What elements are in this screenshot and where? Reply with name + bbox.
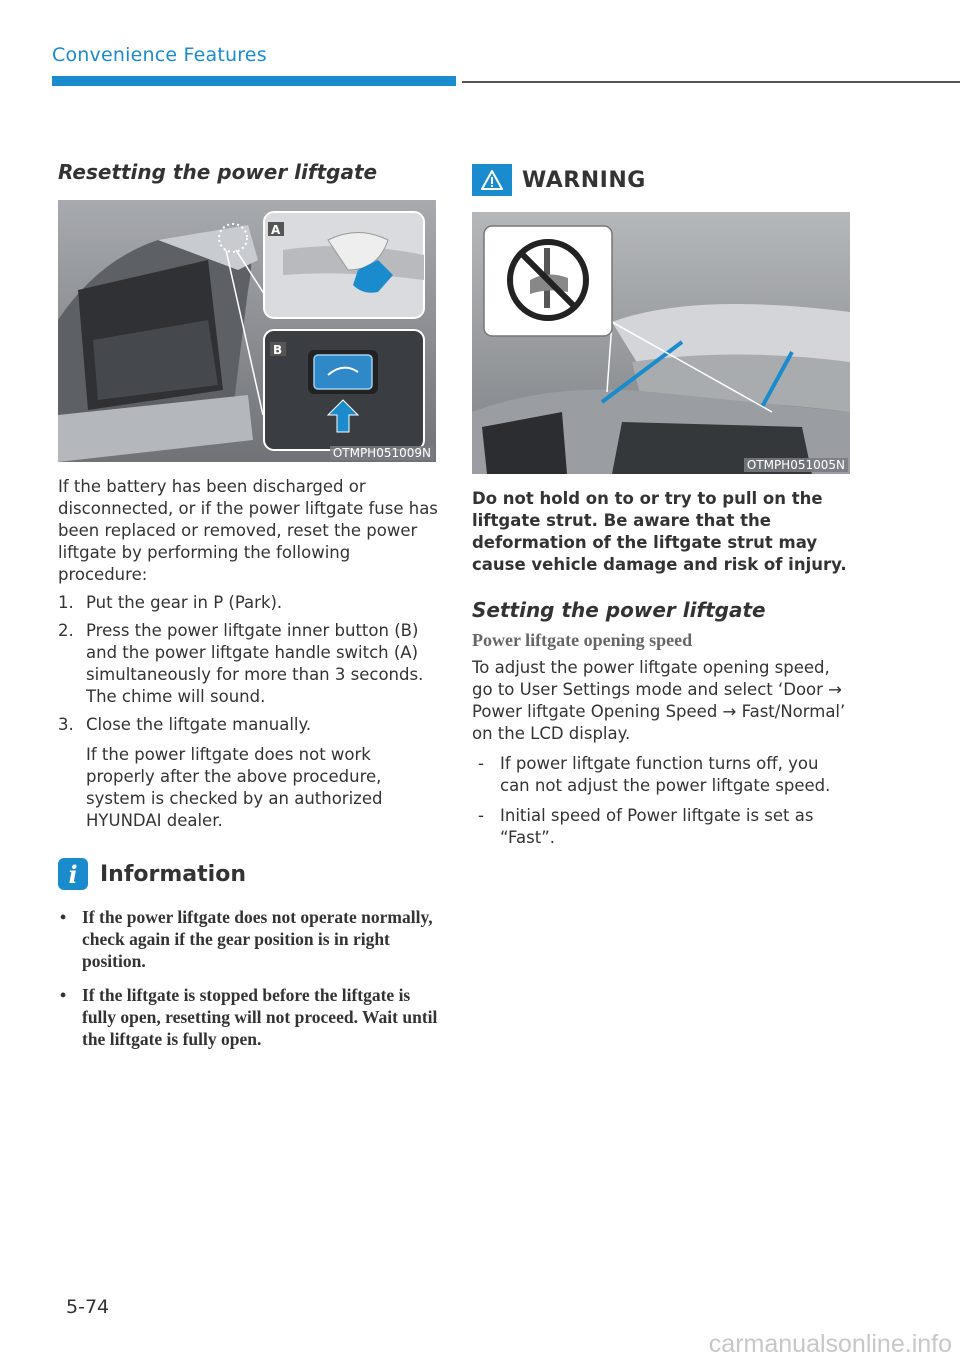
step-note: If the power liftgate does not work properly after the above procedure, system is checked by an authorized HYUNDAI dealer. [86,745,383,830]
inset-a-label: A [271,223,281,237]
opening-speed-notes [472,753,852,849]
inset-b-label: B [273,343,283,357]
right-column [472,150,852,857]
list-item [58,714,438,832]
chapter-title: Convenience Features [52,44,267,66]
subsection-title-opening-speed: Power liftgate opening speed [472,630,693,650]
information-title: Information [100,861,246,887]
step-number: 2. [58,621,74,640]
list-item: • If the power liftgate does not operate normally, check again if the gear position is in right position. [58,906,438,972]
information-header [58,858,438,890]
info-icon: i [58,858,88,890]
intro-paragraph: If the battery has been discharged or disconnected, or if the power liftgate fuse has been replaced or removed, reset the power liftgate by performing the following procedure: [58,477,438,584]
list-item [58,592,438,614]
figure-code: OTMPH051009N [330,446,434,460]
list-item: - If power liftgate function turns off, you can not adjust the power liftgate speed. [472,753,852,797]
warning-title: WARNING [522,167,646,193]
liftgate-reset-illustration [58,200,436,462]
figure-code: OTMPH051005N [744,458,848,472]
step-text: Close the liftgate manually. [86,715,312,734]
page-number: 5-74 [66,1296,110,1318]
opening-speed-paragraph: To adjust the power liftgate opening speed, go to User Settings mode and select ‘Door → Power liftgate Opening Speed → Fast/Normal’ on the LCD display. [472,658,846,743]
warning-text: Do not hold on to or try to pull on the liftgate strut. Be aware that the deformation of the liftgate strut may cause vehicle damage and risk of injury. [472,489,847,574]
watermark-text: carmanualsonline.info [708,1330,952,1358]
list-item: • If the liftgate is stopped before the liftgate is fully open, resetting will not proceed. Wait until the liftgate is fully open. [58,984,438,1050]
liftgate-reset-image [58,200,436,462]
reset-steps-list [58,592,438,832]
warning-header [472,164,852,196]
liftgate-strut-illustration [472,212,850,474]
section-title-setting: Setting the power liftgate [472,598,766,622]
information-list [58,906,438,1050]
list-item: - Initial speed of Power liftgate is set as “Fast”. [472,805,852,849]
liftgate-strut-image [472,212,850,474]
warning-icon [472,164,512,196]
step-text: Put the gear in P (Park). [86,593,283,612]
step-text: Press the power liftgate inner button (B) and the power liftgate handle switch (A) simultaneously for more than 3 seconds. The chime will sound. [86,621,424,706]
header-accent-bar [52,76,456,86]
left-column [58,150,438,1062]
list-item [58,620,438,708]
step-number: 1. [58,593,74,612]
header-divider-line [462,81,960,83]
section-title-resetting: Resetting the power liftgate [58,160,378,184]
step-number: 3. [58,715,74,734]
